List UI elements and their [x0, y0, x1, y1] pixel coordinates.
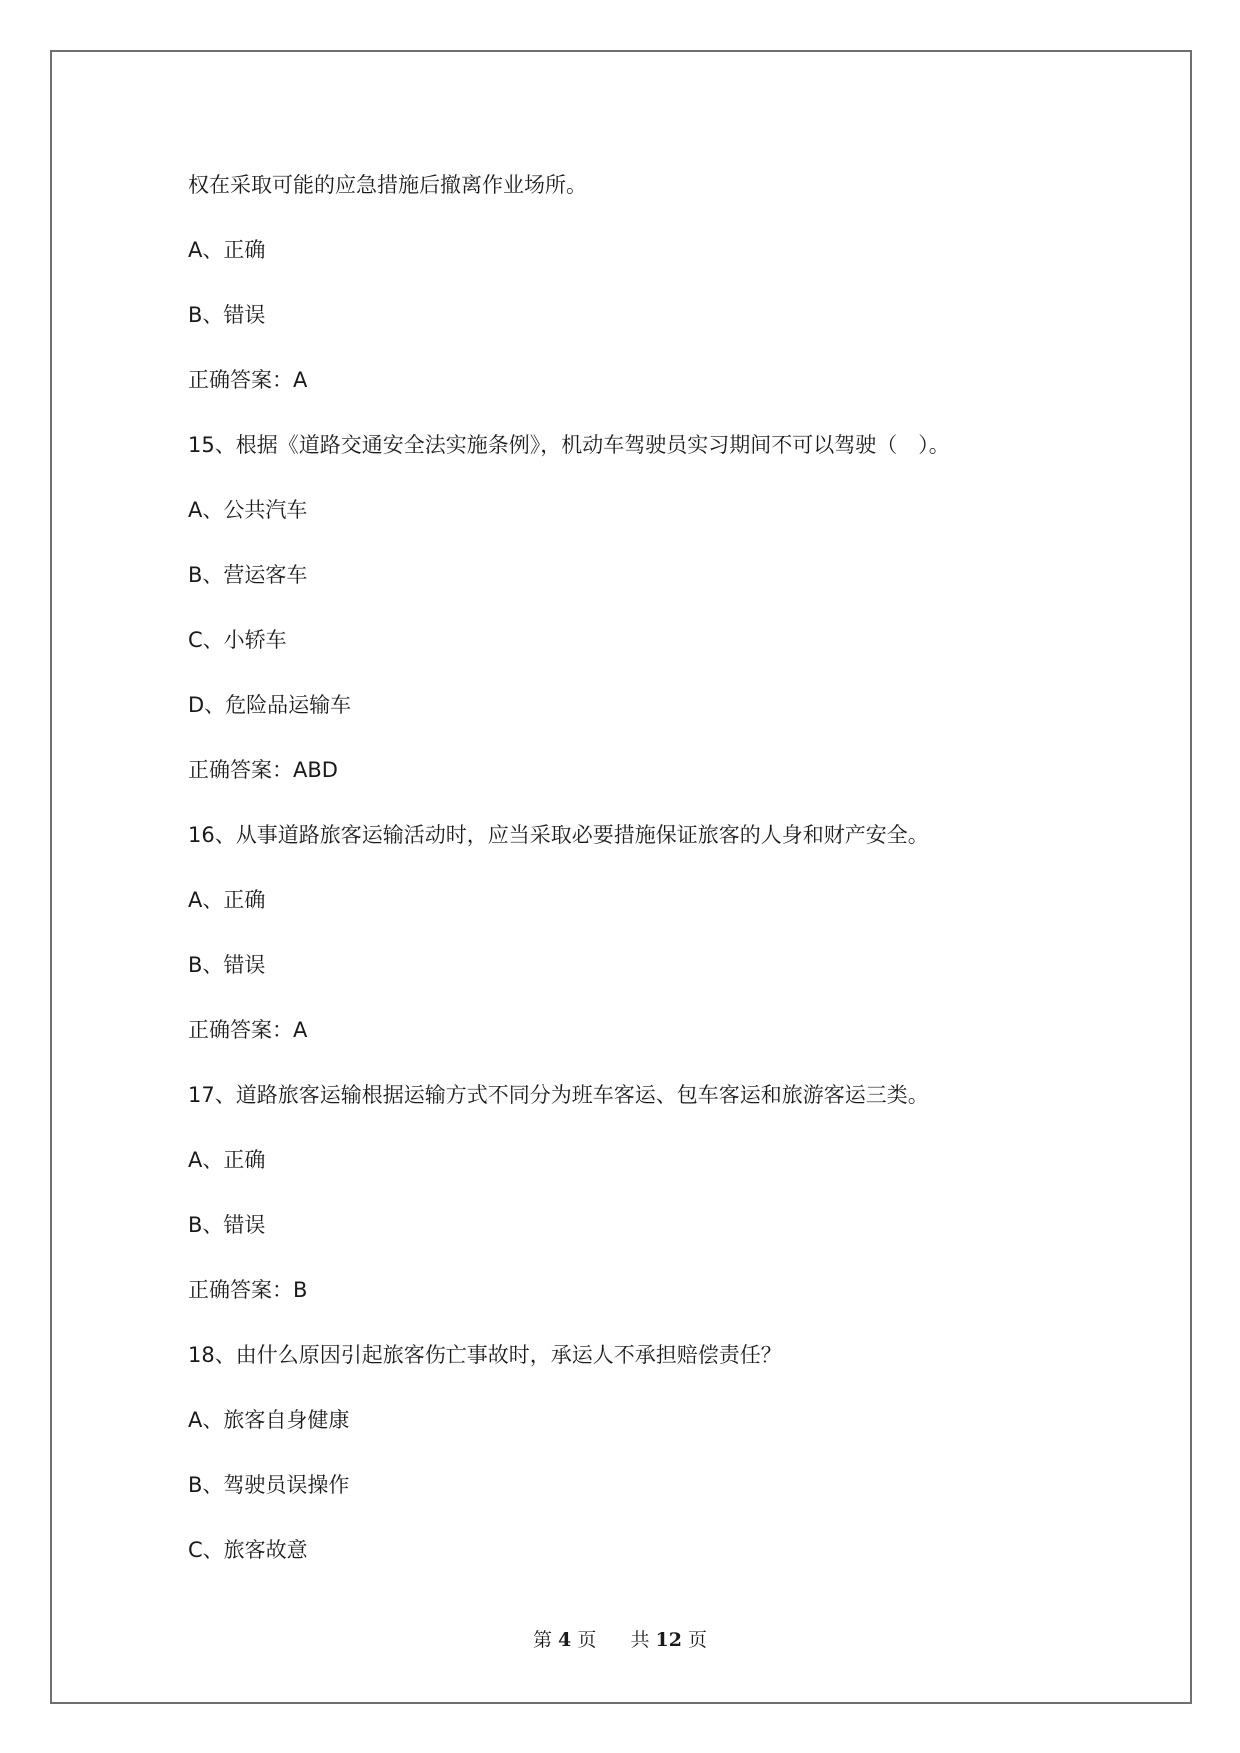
option-b: B、错误 — [188, 303, 266, 327]
option-c: C、小轿车 — [188, 628, 287, 652]
question-17: 17、道路旅客运输根据运输方式不同分为班车客运、包车客运和旅游客运三类。 — [188, 1083, 929, 1107]
document-body — [188, 170, 1088, 1600]
option-a: A、正确 — [188, 238, 266, 262]
correct-answer: 正确答案：A — [188, 1018, 308, 1042]
option-b: B、错误 — [188, 953, 266, 977]
option-a: A、旅客自身健康 — [188, 1408, 350, 1432]
page-number: 4 — [558, 1629, 572, 1651]
page-footer — [0, 1625, 1240, 1652]
option-d: D、危险品运输车 — [188, 693, 352, 717]
correct-answer: 正确答案：ABD — [188, 758, 338, 782]
option-a: A、公共汽车 — [188, 498, 308, 522]
footer-page-unit: 页 — [577, 1629, 597, 1651]
option-b: B、营运客车 — [188, 563, 308, 587]
question-15: 15、根据《道路交通安全法实施条例》，机动车驾驶员实习期间不可以驾驶（ ）。 — [188, 433, 950, 457]
question-continuation: 权在采取可能的应急措施后撤离作业场所。 — [188, 173, 587, 197]
option-a: A、正确 — [188, 1148, 266, 1172]
question-18: 18、由什么原因引起旅客伤亡事故时，承运人不承担赔偿责任？ — [188, 1343, 782, 1367]
option-c: C、旅客故意 — [188, 1538, 308, 1562]
option-a: A、正确 — [188, 888, 266, 912]
footer-total-prefix: 共 — [630, 1629, 650, 1651]
footer-total-unit: 页 — [688, 1629, 708, 1651]
option-b: B、驾驶员误操作 — [188, 1473, 350, 1497]
question-16: 16、从事道路旅客运输活动时，应当采取必要措施保证旅客的人身和财产安全。 — [188, 823, 929, 847]
footer-prefix: 第 — [532, 1629, 552, 1651]
total-pages: 12 — [655, 1629, 682, 1651]
option-b: B、错误 — [188, 1213, 266, 1237]
correct-answer: 正确答案：B — [188, 1278, 308, 1302]
correct-answer: 正确答案：A — [188, 368, 308, 392]
